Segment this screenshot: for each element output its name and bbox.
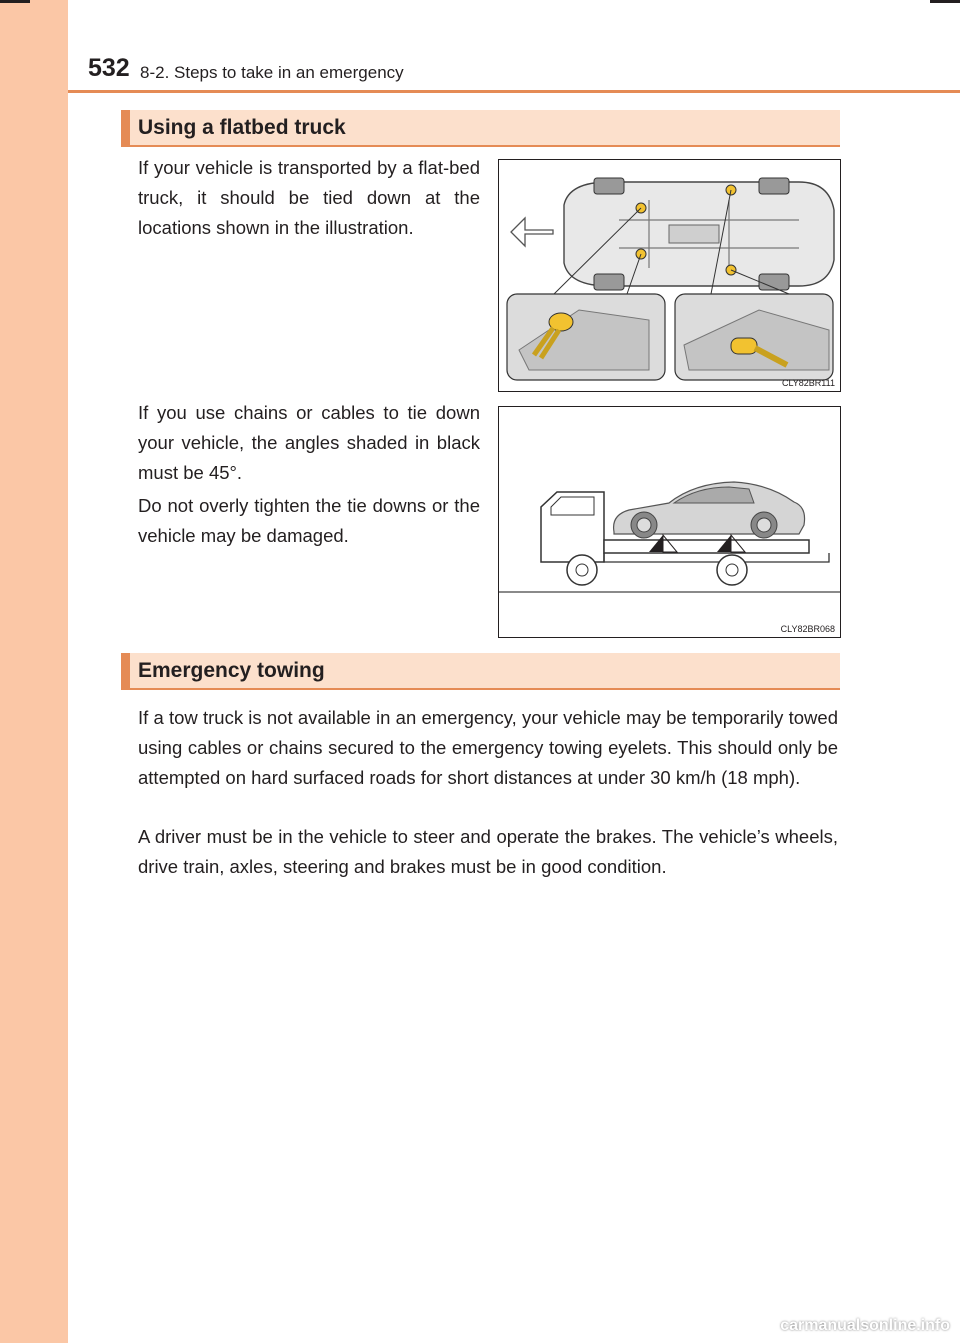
page-number: 532 <box>88 54 130 82</box>
car-hub-front <box>637 518 651 532</box>
paragraph-chain-angle: If you use chains or cables to tie down your vehicle, the angles shaded in black must be 45°. <box>138 402 480 483</box>
inset-rear-eyelet <box>731 338 757 354</box>
tie-down-illustration <box>499 160 841 392</box>
truck-frame <box>604 553 829 562</box>
flatbed-truck-illustration <box>499 407 841 638</box>
wheel-front-left <box>594 178 624 194</box>
crop-mark-right <box>930 0 960 3</box>
paragraph-emergency-towing: If a tow truck is not available in an emergency, your vehicle may be temporarily towed using cables or chains secured to the emergency towing eyelets. This should only be attempted on hard surfaced roads for short distances at under 30 km/h (18 mph). <box>138 707 838 788</box>
paragraph-tie-down-warning: Do not overly tighten the tie downs or the vehicle may be damaged. <box>138 495 480 546</box>
chapter-title: 8-2. Steps to take in an emergency <box>140 63 404 82</box>
wheel-rear-left <box>759 178 789 194</box>
section-header-flatbed <box>121 110 840 147</box>
paragraph-driver-requirement: A driver must be in the vehicle to steer and operate the brakes. The vehicle’s wheels, drive train, axles, steering and brakes must be in good condition. <box>138 826 838 877</box>
section-title: Using a flatbed truck <box>138 116 346 139</box>
header-rule <box>68 90 960 93</box>
paragraph-flatbed-intro: If your vehicle is transported by a flat-bed truck, it should be tied down at the locations shown in the illustration. <box>138 157 480 238</box>
figure-flatbed-truck <box>498 406 841 638</box>
truck-hub-front <box>576 564 588 576</box>
front-direction-arrow-icon <box>511 218 553 246</box>
watermark: carmanualsonline.info <box>780 1317 950 1334</box>
wheel-front-right <box>594 274 624 290</box>
figure-code: CLY82BR111 <box>781 378 835 388</box>
flatbed-deck <box>604 540 809 553</box>
truck-hub-rear <box>726 564 738 576</box>
section-title: Emergency towing <box>138 659 325 682</box>
section-header-bar <box>121 653 130 688</box>
left-margin-band <box>0 0 68 1343</box>
figure-tie-down-locations <box>498 159 841 392</box>
crop-mark-left <box>0 0 30 3</box>
section-header-emergency-towing <box>121 653 840 690</box>
car-hub-rear <box>757 518 771 532</box>
exhaust-detail <box>669 225 719 243</box>
section-header-bar <box>121 110 130 145</box>
figure-code: CLY82BR068 <box>780 624 835 634</box>
